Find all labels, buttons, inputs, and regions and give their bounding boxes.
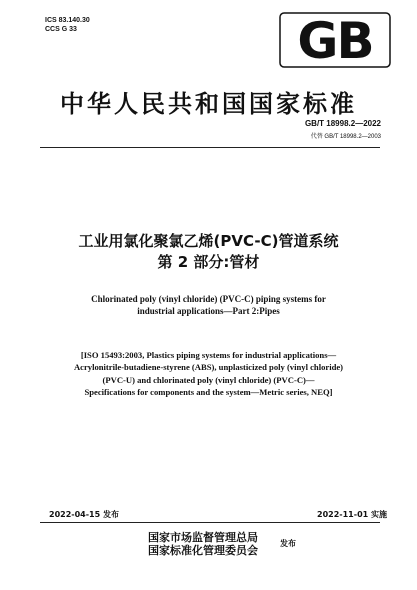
national-standard-title: 中华人民共和国国家标准	[60, 90, 357, 118]
ccs-code: CCS G 33	[45, 26, 77, 33]
issuing-authorities	[148, 531, 258, 557]
issuer-line2: 国家标准化管理委员会	[148, 544, 258, 557]
chinese-title	[0, 231, 417, 273]
gb-logo-text: GB	[297, 12, 373, 68]
issuer-line1: 国家市场监督管理总局	[148, 531, 258, 544]
chinese-title-line1: 工业用氯化聚氯乙烯(PVC-C)管道系统	[78, 232, 339, 250]
replaces-standard: 代替 GB/T 18998.2—2003	[310, 134, 381, 140]
iso-reference	[0, 349, 417, 399]
standard-number: GB/T 18998.2—2022	[304, 119, 381, 128]
iso-reference-line4: Specifications for components and the system—Metric series, NEQ]	[84, 387, 333, 398]
english-title-line1: Chlorinated poly (vinyl chloride) (PVC-C) piping systems for	[91, 294, 326, 304]
chinese-title-line2: 第 2 部分:管材	[157, 253, 260, 271]
issue-word: 发布	[280, 539, 296, 548]
header-divider	[40, 147, 380, 148]
english-title-line2: industrial applications—Part 2:Pipes	[137, 306, 280, 316]
ics-code: ICS 83.140.30	[45, 17, 90, 24]
footer-divider	[40, 522, 380, 523]
gb-logo	[279, 12, 391, 68]
english-title	[0, 293, 417, 317]
iso-reference-line3: (PVC-U) and chlorinated poly (vinyl chloride) (PVC-C)—	[102, 374, 315, 385]
publish-date: 2022-04-15 发布	[49, 510, 119, 519]
iso-reference-line2: Acrylonitrile-butadiene-styrene (ABS), unplasticized poly (vinyl chloride)	[73, 362, 344, 373]
iso-reference-line1: [ISO 15493:2003, Plastics piping systems for industrial applications—	[80, 350, 337, 360]
implement-date: 2022-11-01 实施	[317, 510, 387, 519]
classification-codes	[45, 16, 90, 34]
